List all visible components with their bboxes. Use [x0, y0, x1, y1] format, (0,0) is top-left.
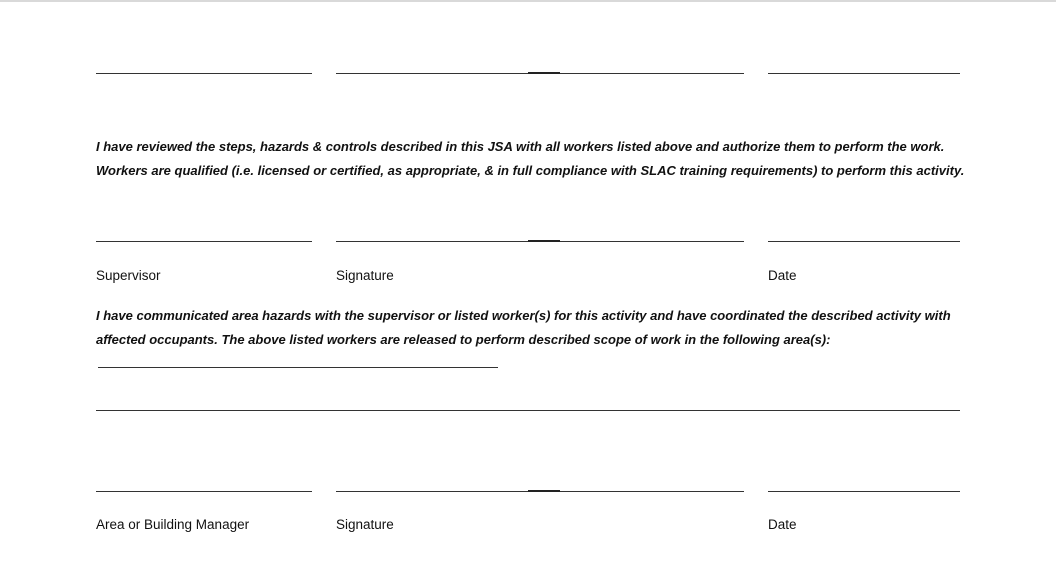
supervisor-name-line[interactable] [96, 241, 312, 242]
manager-signature-label: Signature [336, 517, 394, 532]
area-input-line[interactable] [98, 353, 498, 368]
worker-signature-tick [528, 72, 560, 74]
manager-label: Area or Building Manager [96, 517, 250, 532]
supervisor-signature-label: Signature [336, 268, 394, 283]
manager-date-label: Date [768, 517, 797, 532]
supervisor-signature-tick [528, 240, 560, 242]
area-full-line[interactable] [96, 410, 960, 411]
supervisor-date-label: Date [768, 268, 797, 283]
manager-signature-tick [528, 490, 560, 492]
supervisor-label: Supervisor [96, 268, 161, 283]
authorization-statement: I have reviewed the steps, hazards & controls described in this JSA with all workers listed above and authorize them to perform the work. Workers are qualified (i.e. licensed or certified, as appropriate, & in full compliance with SLAC training requirements) to perform this activity. [96, 139, 965, 178]
worker-date-line[interactable] [768, 73, 960, 74]
supervisor-date-line[interactable] [768, 241, 960, 242]
worker-name-line[interactable] [96, 73, 312, 74]
communication-statement [96, 304, 976, 376]
manager-date-line[interactable] [768, 491, 960, 492]
communication-statement-text: I have communicated area hazards with the supervisor or listed worker(s) for this activity and have coordinated the described activity with affected occupants. The above listed workers are released to perform described scope of work in the following area(s): [96, 308, 951, 347]
page-top-border [0, 0, 1056, 2]
manager-name-line[interactable] [96, 491, 312, 492]
